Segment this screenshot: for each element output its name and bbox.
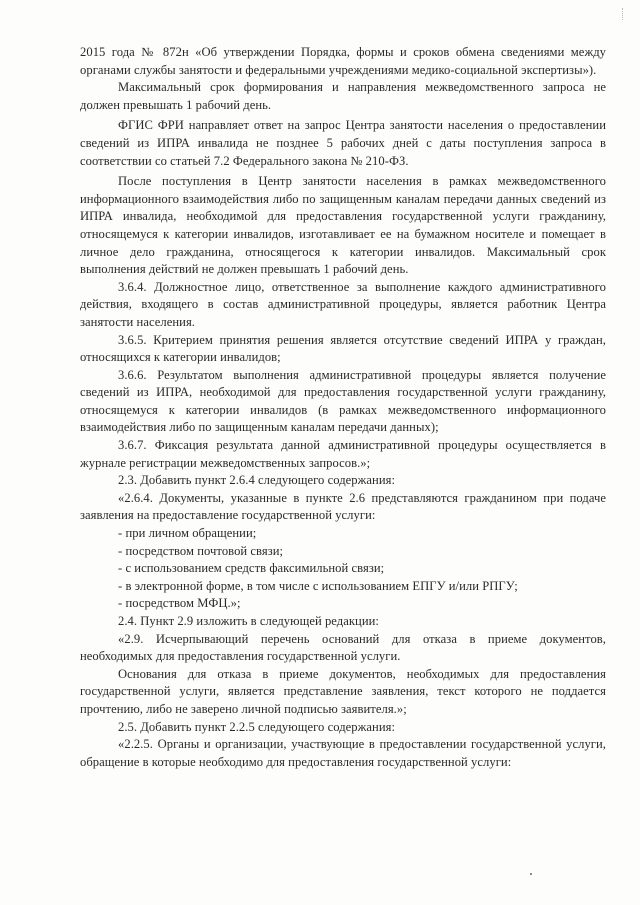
paragraph-2-4: 2.4. Пункт 2.9 изложить в следующей редакции: <box>118 614 379 628</box>
paragraph-2-2-5: «2.2.5. Органы и организации, участвующие в предоставлении государственной услуги, обращение в которые необходимо для предоставления государственной услуги: <box>80 737 606 769</box>
list-item-fax: - с использованием средств факсимильной связи; <box>118 561 385 576</box>
paragraph-2-5: 2.5. Добавить пункт 2.2.5 следующего содержания: <box>118 719 395 734</box>
paragraph-3-6-7: 3.6.7. Фиксация результата данной административной процедуры осуществляется в журнале регистрации межведомственных запросов.»; <box>80 438 606 470</box>
scan-margin-mark <box>622 8 626 20</box>
scan-dot-mark <box>530 873 532 875</box>
paragraph-3-6-4: 3.6.4. Должностное лицо, ответственное за выполнение каждого административного действия, входящего в состав административной процедуры, является работник Центра занятости населения. <box>80 279 606 329</box>
list-item-personal: - при личном обращении; <box>118 526 257 541</box>
paragraph-2-6-4: «2.6.4. Документы, указанные в пункте 2.6 представляются гражданином при подаче заявления на предоставление государственной услуги: <box>80 490 606 523</box>
list-item-postal: - посредством почтовой связи; <box>118 543 284 558</box>
paragraph-3-6-6: 3.6.6. Результатом выполнения административной процедуры является получение сведений из ИПРА, необходимой для предоставления государственной услуги гражданину, относящемуся к категории инвалидов (в рамках межведомственного информационного взаимодействия либо по защищенным каналам передачи данных); <box>80 367 606 435</box>
paragraph-after-receipt: После поступления в Центр занятости населения в рамках межведомственного информационного взаимодействия либо по защищенным каналам передачи данных сведений из ИПРА инвалида, необходимой для предоставления государственной услуги гражданину, относящемуся к категории инвалидов, изготавливает ее на бумажном носителе и помещает в личное дело гражданина, относящегося к категории инвалидов. Максимальный срок выполнения действий не должен превышать 1 рабочий день. <box>80 174 606 277</box>
paragraph-2-3: 2.3. Добавить пункт 2.6.4 следующего содержания: <box>118 473 395 488</box>
paragraph-refusal-grounds: Основания для отказа в приеме документов, необходимых для предоставления государственной услуги, является представление заявления, текст которого не поддается прочтению, либо не заверено личной подписью заявителя.»; <box>80 666 606 716</box>
list-item-electronic: - в электронной форме, в том числе с использованием ЕПГУ и/или РПГУ; <box>118 578 518 593</box>
list-item-mfc: - посредством МФЦ.»; <box>118 596 241 611</box>
paragraph-continuation: 2015 года № 872н «Об утверждении Порядка, формы и сроков обмена сведениями между органами службы занятости и федеральными учреждениями медико-социальной экспертизы»). <box>80 45 606 77</box>
paragraph-max-term-request: Максимальный срок формирования и направления межведомственного запроса не должен превышать 1 рабочий день. <box>80 80 606 112</box>
paragraph-2-9: «2.9. Исчерпывающий перечень оснований для отказа в приеме документов, необходимых для предоставления государственной услуги. <box>80 631 606 664</box>
paragraph-3-6-5: 3.6.5. Критерием принятия решения является отсутствие сведений ИПРА у граждан, относящихся к категории инвалидов; <box>80 332 606 365</box>
paragraph-fgis-fri-response: ФГИС ФРИ направляет ответ на запрос Центра занятости населения о предоставлении сведений из ИПРА инвалида не позднее 5 рабочих дней с даты поступления запроса в соответствии со статьей 7.2 Федерального закона № 210-ФЗ. <box>80 118 606 168</box>
